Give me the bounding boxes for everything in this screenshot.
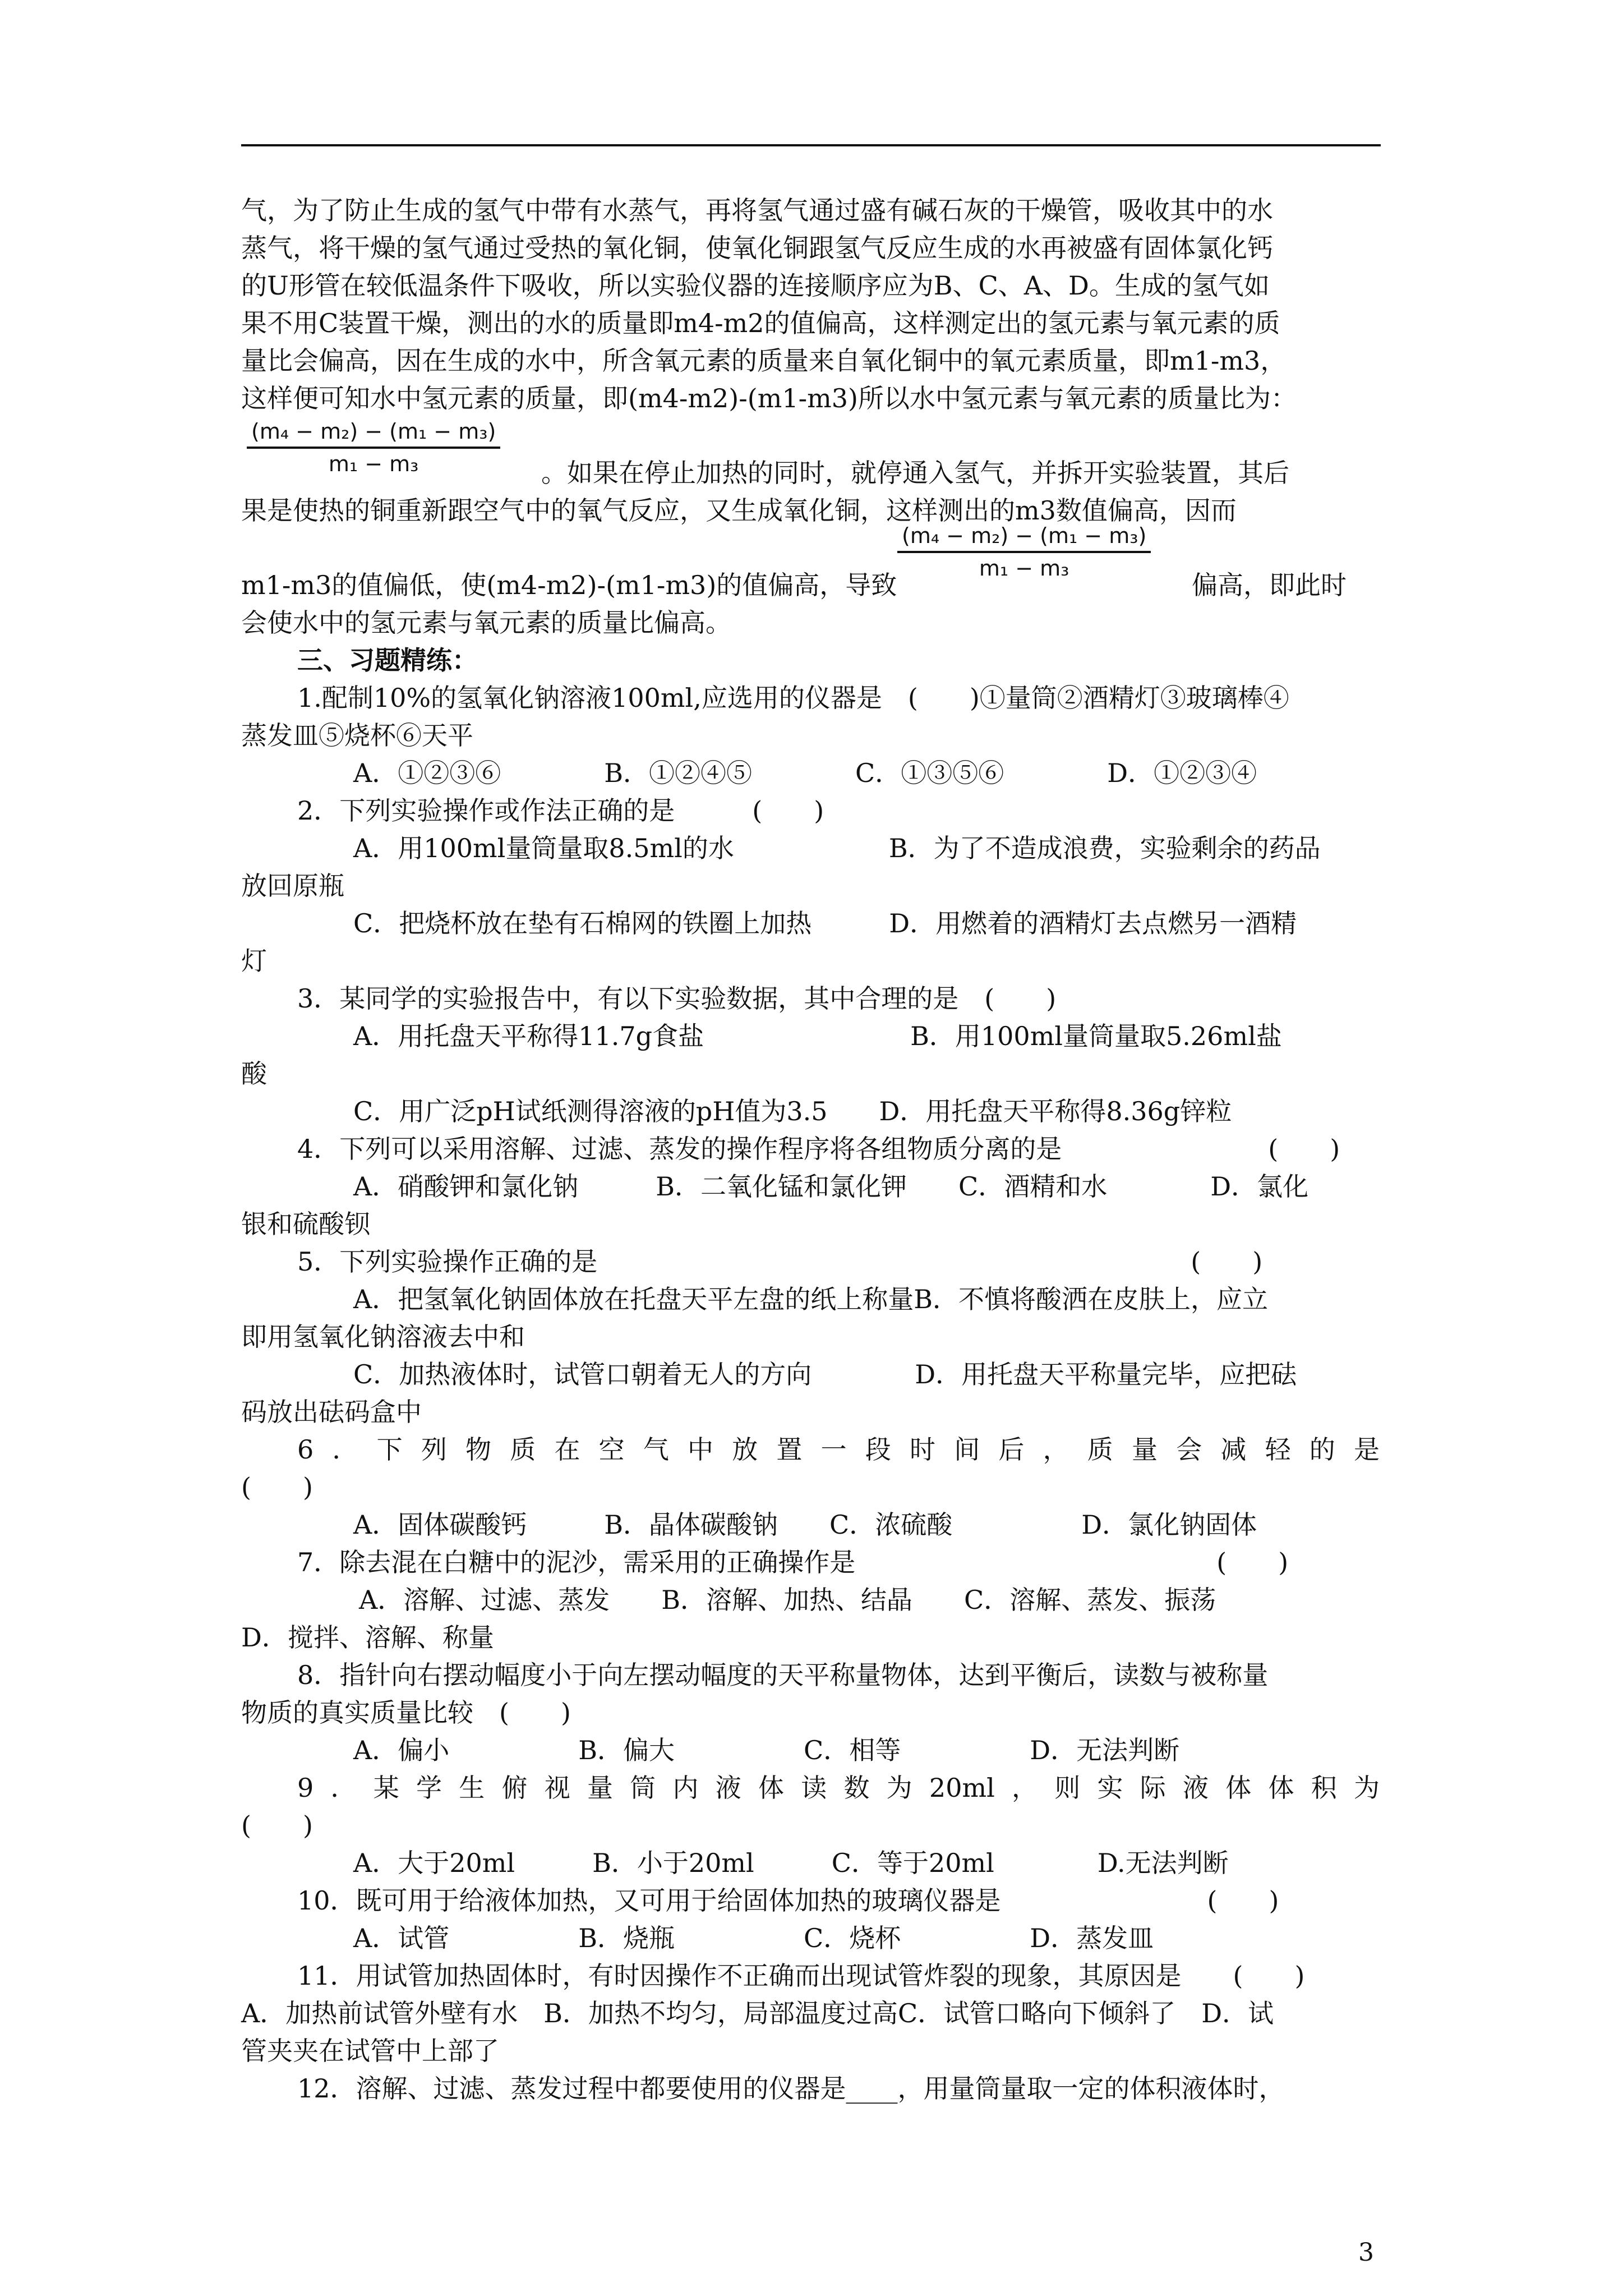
option-line: A．固体碳酸钙 B．晶体碳酸钠 C．浓硫酸 D．氯化钠固体 <box>353 1510 1257 1540</box>
question-text: 6．下列物质在空气中放置一段时间后，质量会减轻的是 <box>297 1434 1380 1465</box>
text-line: 会使水中的氢元素与氧元素的质量比偏高。 <box>241 608 731 638</box>
text-line: 偏高，即此时 <box>1192 570 1347 600</box>
question-line: 1.配制10%的氢氧化钠溶液100ml,应选用的仪器是 ( )①量筒②酒精灯③玻璃棒④ <box>297 683 1289 713</box>
page-number: 3 <box>1358 2238 1374 2267</box>
question-line: 12．溶解、过滤、蒸发过程中都要使用的仪器是____，用量筒量取一定的体积液体时， <box>297 2073 1285 2104</box>
option-line: A．偏小 B．偏大 C．相等 D．无法判断 <box>353 1735 1180 1765</box>
question-line: 3．某同学的实验报告中，有以下实验数据，其中合理的是 ( ) <box>297 983 1057 1014</box>
question-line: ( ) <box>241 1472 313 1502</box>
text-line: m1-m3的值偏低，使(m4-m2)-(m1-m3)的值偏高，导致 <box>241 570 897 600</box>
section-title: 三、习题精练： <box>297 645 478 675</box>
question-line: 11．用试管加热固体时，有时因操作不正确而出现试管炸裂的现象，其原因是 ( ) <box>297 1961 1305 1991</box>
header-rule <box>241 144 1381 146</box>
question-line <box>297 1769 1380 1806</box>
fraction-denominator: m₁ − m₃ <box>328 452 419 476</box>
option-line: C．用广泛pH试纸测得溶液的pH值为3.5 D．用托盘天平称得8.36g锌粒 <box>353 1096 1232 1126</box>
question-line: 物质的真实质量比较 ( ) <box>241 1697 571 1728</box>
fraction-denominator: m₁ − m₃ <box>979 556 1069 581</box>
option-line: A．①②③⑥ B．①②④⑤ C．①③⑤⑥ D．①②③④ <box>353 758 1257 788</box>
text-line: 蒸气，将干燥的氢气通过受热的氧化铜，使氧化铜跟氢气反应生成的水再被盛有固体氯化钙 <box>241 233 1273 263</box>
option-line: A．加热前试管外壁有水 B．加热不均匀，局部温度过高C．试管口略向下倾斜了 D．试 <box>241 1998 1274 2028</box>
text-line: 果是使热的铜重新跟空气中的氧气反应，又生成氧化铜，这样测出的m3数值偏高，因而 <box>241 495 1237 526</box>
fraction-formula <box>247 416 500 479</box>
text-line: 。如果在停止加热的同时，就停通入氢气，并拆开实验装置，其后 <box>541 458 1289 488</box>
question-text: 9．某学生俯视量筒内液体读数为20ml，则实际液体体积为 <box>297 1773 1380 1803</box>
fraction-numerator: (m₄ − m₂) − (m₁ − m₃) <box>897 521 1151 553</box>
option-line: A．用托盘天平称得11.7g食盐 B．用100ml量筒量取5.26ml盐 <box>353 1021 1282 1051</box>
option-line: 酸 <box>241 1059 267 1089</box>
question-line <box>297 1431 1380 1468</box>
option-line: 放回原瓶 <box>241 871 344 901</box>
option-line: A．用100ml量筒量取8.5ml的水 B．为了不造成浪费，实验剩余的药品 <box>353 833 1321 863</box>
option-line: 即用氢氧化钠溶液去中和 <box>241 1322 525 1352</box>
question-line: 8．指针向右摆动幅度小于向左摆动幅度的天平称量物体，达到平衡后，读数与被称量 <box>297 1660 1269 1690</box>
question-line: 10．既可用于给液体加热，又可用于给固体加热的玻璃仪器是 ( ) <box>297 1885 1279 1916</box>
text-line: 的U形管在较低温条件下吸收，所以实验仪器的连接顺序应为B、C、A、D。生成的氢气如 <box>241 270 1270 301</box>
option-line: 银和硫酸钡 <box>241 1209 370 1239</box>
option-line: C．把烧杯放在垫有石棉网的铁圈上加热 D．用燃着的酒精灯去点燃另一酒精 <box>353 908 1297 938</box>
option-line: D．搅拌、溶解、称量 <box>241 1622 494 1653</box>
option-line: A．把氢氧化钠固体放在托盘天平左盘的纸上称量B．不慎将酸洒在皮肤上，应立 <box>353 1284 1269 1314</box>
question-line: 4．下列可以采用溶解、过滤、蒸发的操作程序将各组物质分离的是 ( ) <box>297 1134 1340 1164</box>
option-line: 灯 <box>241 946 267 976</box>
option-line: A．硝酸钾和氯化钠 B．二氧化锰和氯化钾 C．酒精和水 D．氯化 <box>353 1171 1309 1202</box>
fraction-numerator: (m₄ − m₂) − (m₁ − m₃) <box>247 416 500 449</box>
option-line: A．大于20ml B．小于20ml C．等于20ml D.无法判断 <box>353 1848 1229 1878</box>
text-line: 这样便可知水中氢元素的质量，即(m4-m2)-(m1-m3)所以水中氢元素与氧元素的质量比为： <box>241 383 1297 413</box>
option-line: C．加热液体时，试管口朝着无人的方向 D．用托盘天平称量完毕，应把砝 <box>353 1359 1297 1389</box>
fraction-formula <box>897 521 1151 583</box>
text-line: 气，为了防止生成的氢气中带有水蒸气，再将氢气通过盛有碱石灰的干燥管，吸收其中的水 <box>241 195 1273 226</box>
text-line: 量比会偏高，因在生成的水中，所含氧元素的质量来自氧化铜中的氧元素质量，即m1-m3， <box>241 346 1287 376</box>
option-line: 管夹夹在试管中上部了 <box>241 2036 499 2066</box>
question-line: 蒸发皿⑤烧杯⑥天平 <box>241 720 473 751</box>
question-line: 7．除去混在白糖中的泥沙，需采用的正确操作是 ( ) <box>297 1547 1289 1577</box>
option-line: A．试管 B．烧瓶 C．烧杯 D．蒸发皿 <box>353 1923 1154 1953</box>
option-line: A．溶解、过滤、蒸发 B．溶解、加热、结晶 C．溶解、蒸发、振荡 <box>359 1585 1216 1615</box>
question-line: ( ) <box>241 1810 313 1841</box>
question-line: 2．下列实验操作或作法正确的是 ( ) <box>297 795 824 826</box>
text-line: 果不用C装置干燥，测出的水的质量即m4-m2的值偏高，这样测定出的氢元素与氧元素的质 <box>241 308 1280 338</box>
option-line: 码放出砝码盒中 <box>241 1397 422 1427</box>
question-line: 5．下列实验操作正确的是 ( ) <box>297 1246 1263 1277</box>
